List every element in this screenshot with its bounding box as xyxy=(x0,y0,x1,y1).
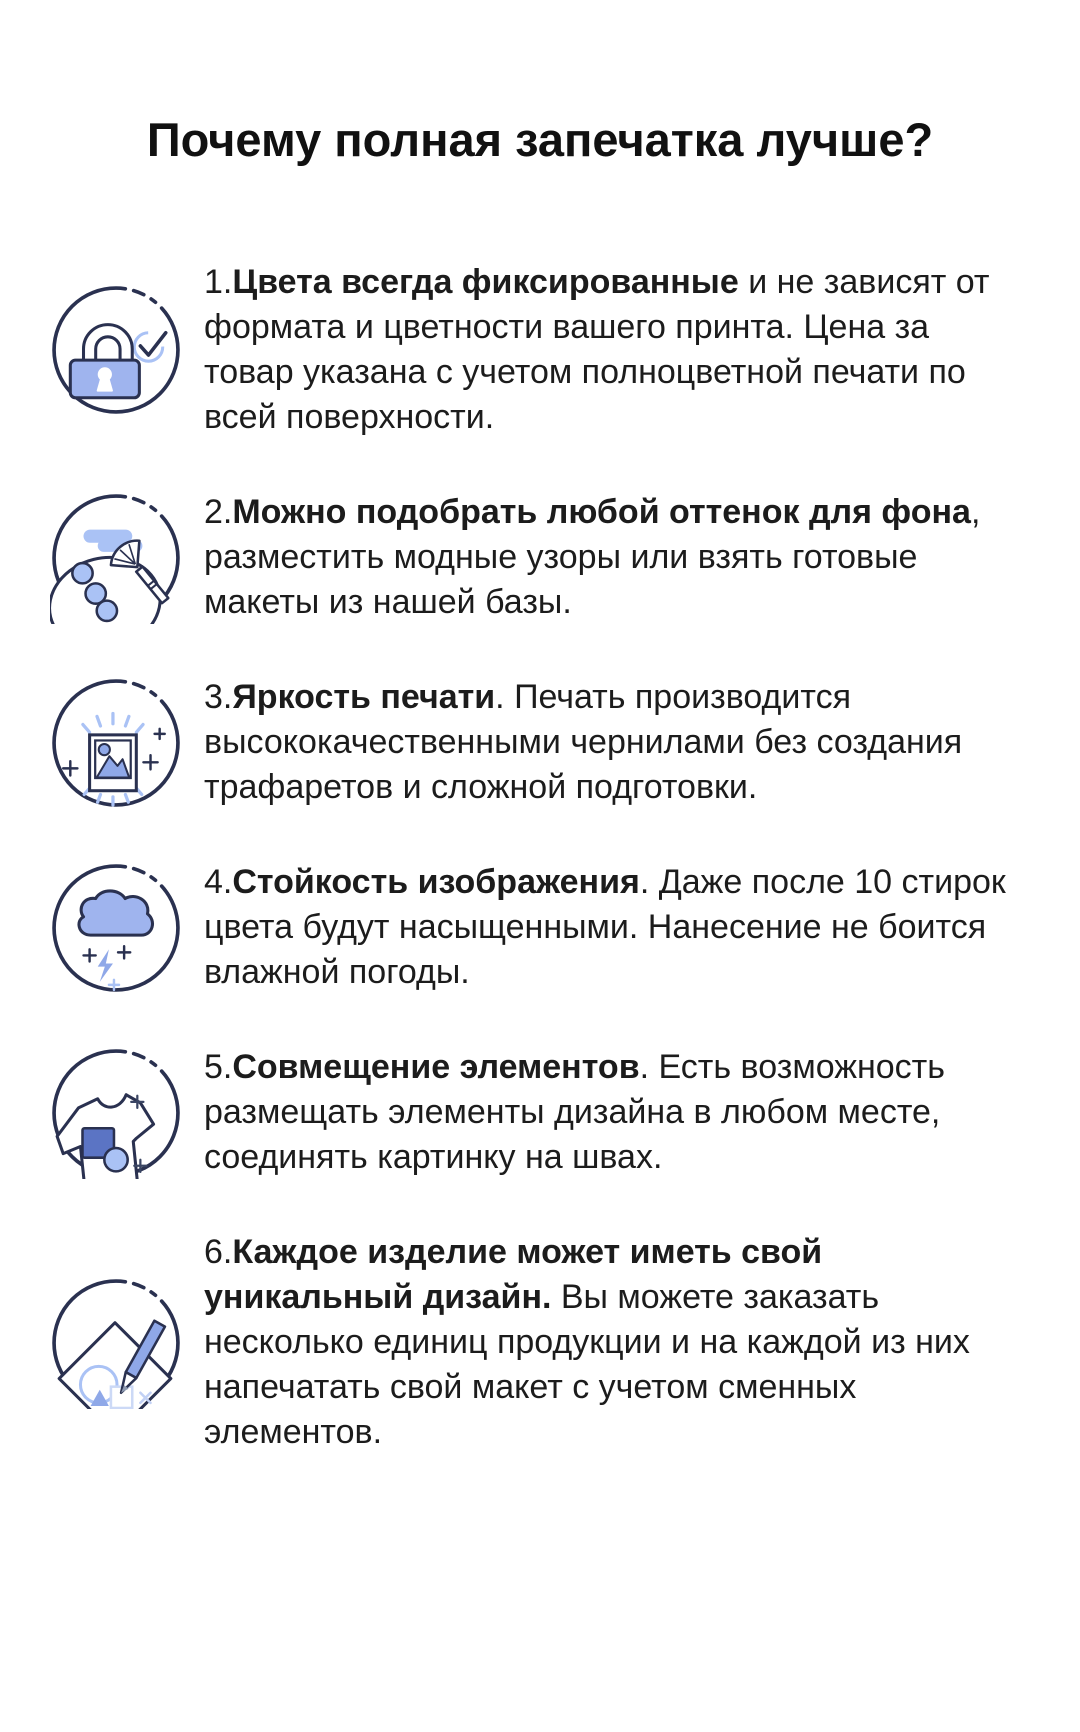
benefit-number: 4. xyxy=(204,863,233,902)
benefit-number: 5. xyxy=(204,1048,233,1087)
benefit-number: 1. xyxy=(204,263,233,302)
benefit-description: . Печать производится высококачественными чернилами без создания трафаретов и сложной подготовки. xyxy=(204,678,963,807)
benefit-text xyxy=(204,1045,1009,1180)
benefit-title: Можно подобрать любой оттенок для фона xyxy=(232,493,971,532)
benefit-item xyxy=(0,490,1080,625)
benefit-item xyxy=(0,675,1080,810)
page-title: Почему полная запечатка лучше? xyxy=(146,113,934,166)
benefit-description: и не зависят от формата и цветности вашего принта. Цена за товар указана с учетом полноцветной печати по всей поверхности. xyxy=(204,263,990,437)
benefit-text xyxy=(204,1230,1009,1455)
bright-image-icon xyxy=(50,677,182,809)
benefit-number: 3. xyxy=(204,678,233,717)
benefit-text xyxy=(204,260,1009,440)
pencil-design-icon xyxy=(50,1277,182,1409)
benefit-item xyxy=(0,260,1080,440)
benefit-description: Вы можете заказать несколько единиц продукции и на каждой из них напечатать свой макет с учетом сменных элементов. xyxy=(204,1278,970,1452)
benefit-number: 2. xyxy=(204,493,233,532)
benefits-list xyxy=(0,260,1080,1455)
benefit-description: , разместить модные узоры или взять готовые макеты из нашей базы. xyxy=(204,493,981,622)
benefit-title: Совмещение элементов xyxy=(232,1048,640,1087)
weather-cloud-icon xyxy=(50,862,182,994)
benefit-description: . Даже после 10 стирок цвета будут насыщенными. Нанесение не боится влажной погоды. xyxy=(204,863,1006,992)
benefit-text xyxy=(204,860,1009,995)
benefit-title: Стойкость изображения xyxy=(232,863,640,902)
benefit-description: . Есть возможность размещать элементы дизайна в любом месте, соединять картинку на швах. xyxy=(204,1048,945,1177)
lock-check-icon xyxy=(50,284,182,416)
tshirt-elements-icon xyxy=(50,1047,182,1179)
benefit-item xyxy=(0,860,1080,995)
palette-brush-icon xyxy=(50,492,182,624)
benefit-title: Яркость печати xyxy=(232,678,496,717)
benefit-text xyxy=(204,490,1009,625)
benefit-title: Цвета всегда фиксированные xyxy=(232,263,739,302)
benefit-item xyxy=(0,1230,1080,1455)
benefit-title: Каждое изделие может иметь свой уникальный дизайн. xyxy=(204,1233,823,1317)
benefit-item xyxy=(0,1045,1080,1180)
benefit-number: 6. xyxy=(204,1233,233,1272)
benefit-text xyxy=(204,675,1009,810)
full-print-benefits-page xyxy=(0,112,1080,1455)
